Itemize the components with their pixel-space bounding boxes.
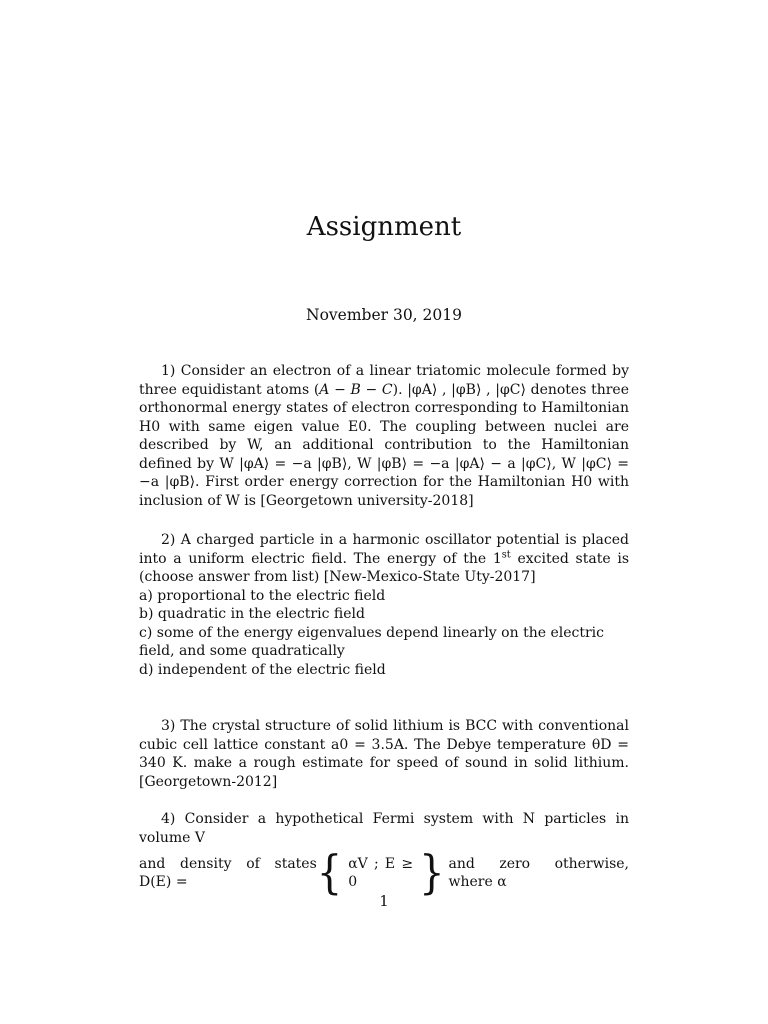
problem-2-text-a: A charged particle in a harmonic oscillator potential is placed into a uniform electric field. The energy of the 1 [139,532,629,567]
problem-1 [139,362,629,510]
problem-2-text-b: excited state is (choose answer from list) [New-Mexico-State Uty-2017] [139,550,630,585]
density-of-states-line [139,846,629,900]
problem-2 [139,531,629,679]
problem-2-number: 2) [161,532,176,548]
left-brace: { [316,846,343,900]
problem-4 [139,810,629,900]
document-title: Assignment [306,212,462,242]
right-brace: } [419,846,445,900]
problem-1-text-a: Consider an electron of a linear triatomic molecule formed by three equidistant atoms ( [139,363,629,398]
density-prefix: and density of states D(E) = [139,855,317,890]
problem-2-choice-c: c) some of the energy eigenvalues depend linearly on the electric field, and some quadratically [139,624,604,659]
problem-4-number: 4) [161,811,176,827]
document-date: November 30, 2019 [306,306,462,324]
problem-3-text: The crystal structure of solid lithium is BCC with conventional cubic cell lattice constant a0 = 3.5A. The Debye temperature θD = 340 K. make a rough estimate for speed of sound in solid lithium. [Georgetown-2012] [139,718,629,790]
density-suffix: and zero otherwise, where α [448,855,629,890]
problem-2-choice-a: a) proportional to the electric field [139,587,386,604]
problem-3-number: 3) [161,718,176,734]
problem-2-superscript: st [501,548,511,560]
problem-4-text: Consider a hypothetical Fermi system with N particles in volume V [139,811,629,846]
problem-3 [139,717,629,791]
problem-1-atoms: A − B − C [319,381,393,398]
page-number: 1 [379,892,389,910]
problem-1-number: 1) [161,363,176,379]
problem-2-choice-d: d) independent of the electric field [139,661,386,678]
problem-1-text-b: ). |φA⟩ , |φB⟩ , |φC⟩ denotes three orthonormal energy states of electron corresponding to Hamiltonian H0 with same eigen value E0. The coupling between nuclei are described by W, an additional contribution to the Hamiltonian defined by W |φA⟩ = −a |φB⟩, W |φB⟩ = −a |φA⟩ − a |φC⟩, W |φC⟩ = −a |φB⟩. First order energy correction for the Hamiltonian H0 with inclusion of W is [Georgetown university-2018] [139,381,629,509]
density-case: αV ; E ≥ 0 [348,855,414,890]
problem-2-choice-b: b) quadratic in the electric field [139,606,365,622]
